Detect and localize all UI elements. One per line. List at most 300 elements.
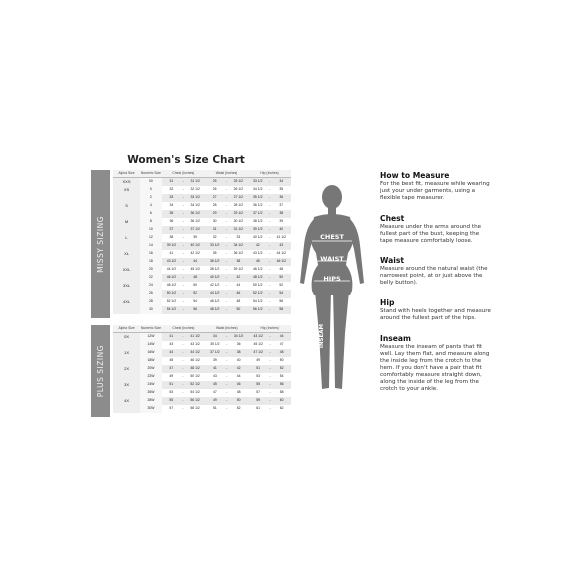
waist-max-cell: 36 xyxy=(229,341,249,349)
chest-min-cell: 41 xyxy=(162,333,181,341)
alpha-size-cell xyxy=(113,357,140,365)
hip-range-dash: - xyxy=(268,389,272,397)
waist-min-cell: 40 1/2 xyxy=(205,274,224,282)
hip-range-dash: - xyxy=(267,226,271,234)
guide-line: around the fullest part of the hips. xyxy=(380,315,477,321)
numeric-size-cell: 2 xyxy=(140,194,162,202)
waist-range-dash: - xyxy=(225,341,229,349)
table-row xyxy=(113,298,291,306)
alpha-size-cell: 4X xyxy=(113,397,140,405)
chest-max-cell: 48 xyxy=(185,274,205,282)
chest-min-cell: 39 1/2 xyxy=(162,242,182,250)
chest-min-cell: 44 xyxy=(162,349,181,357)
alpha-size-cell: 1X xyxy=(113,349,140,357)
table-header-row xyxy=(113,170,291,178)
waist-range-dash: - xyxy=(224,210,228,218)
waist-min-cell: 30 xyxy=(205,218,224,226)
hip-range-dash: - xyxy=(267,202,271,210)
hip-max-cell: 50 xyxy=(272,357,291,365)
waist-range-dash: - xyxy=(224,282,228,290)
hip-max-cell: 47 xyxy=(272,341,291,349)
alpha-size-cell: 2X xyxy=(113,365,140,373)
chest-range-dash: - xyxy=(181,405,185,413)
alpha-size-cell: XS xyxy=(113,186,140,194)
table-row xyxy=(113,341,291,349)
chest-min-cell: 53 xyxy=(162,389,181,397)
column-header: Alpha Size xyxy=(113,325,140,333)
waist-max-cell: 27 1/2 xyxy=(229,194,248,202)
chest-range-dash: - xyxy=(181,349,185,357)
table-row xyxy=(113,218,291,226)
chest-max-cell: 32 1/2 xyxy=(185,186,205,194)
table-row xyxy=(113,389,291,397)
numeric-size-cell: 4 xyxy=(140,202,162,210)
guide-line: flexible tape measurer. xyxy=(380,195,445,201)
guide-line: the inside leg from the crotch to the xyxy=(380,358,482,364)
chest-min-cell: 46 1/2 xyxy=(162,274,182,282)
hip-max-cell: 39 xyxy=(272,218,291,226)
hip-range-dash: - xyxy=(268,373,272,381)
alpha-size-cell: 4XL xyxy=(113,298,140,306)
chest-max-cell: 52 xyxy=(185,290,205,298)
hip-max-cell: 48 xyxy=(272,266,291,274)
numeric-size-cell: 24W xyxy=(140,381,162,389)
chest-min-cell: 41 xyxy=(162,250,182,258)
hip-min-cell: 45 xyxy=(248,258,267,266)
chest-min-cell: 37 xyxy=(162,226,182,234)
waist-range-dash: - xyxy=(225,365,229,373)
chest-max-cell: 34 1/2 xyxy=(185,202,205,210)
guide-section xyxy=(380,334,530,393)
alpha-size-cell xyxy=(113,341,140,349)
chest-range-dash: - xyxy=(181,365,185,373)
waist-label: WAIST xyxy=(320,255,344,263)
guide-description xyxy=(380,344,530,393)
chest-range-dash: - xyxy=(181,333,185,341)
chest-max-cell: 45 1/2 xyxy=(185,266,205,274)
hip-max-cell: 52 xyxy=(272,365,291,373)
waist-min-cell: 42 1/2 xyxy=(205,282,224,290)
chest-range-dash: - xyxy=(181,202,185,210)
guide-heading: Chest xyxy=(380,214,405,223)
table-row xyxy=(113,242,291,250)
chest-min-cell: 48 1/2 xyxy=(162,282,182,290)
table-row xyxy=(113,397,291,405)
waist-range-dash: - xyxy=(224,298,228,306)
chest-min-cell: 49 xyxy=(162,373,181,381)
hip-min-cell: 51 xyxy=(248,365,268,373)
table-row xyxy=(113,194,291,202)
waist-max-cell: 48 xyxy=(229,298,248,306)
column-header: Hip (Inches) xyxy=(248,170,291,178)
numeric-size-cell: 12W xyxy=(140,333,162,341)
waist-min-cell: 32 xyxy=(205,234,224,242)
hip-max-cell: 62 xyxy=(272,405,291,413)
waist-min-cell: 34 xyxy=(205,333,225,341)
waist-max-cell: 29 1/2 xyxy=(229,210,248,218)
guide-line: comfortably measure straight down, xyxy=(380,372,482,378)
hip-range-dash: - xyxy=(267,242,271,250)
waist-range-dash: - xyxy=(224,186,228,194)
numeric-size-cell: 00 xyxy=(140,178,162,186)
hip-min-cell: 52 1/2 xyxy=(248,290,267,298)
chest-min-cell: 33 xyxy=(162,194,182,202)
chest-max-cell: 52 1/2 xyxy=(185,381,205,389)
guide-line: just your under garments, using a xyxy=(380,188,476,194)
hip-min-cell: 46 1/2 xyxy=(248,266,267,274)
alpha-size-cell xyxy=(113,373,140,381)
guide-description xyxy=(380,224,530,245)
waist-range-dash: - xyxy=(224,258,228,266)
numeric-size-cell: 20W xyxy=(140,365,162,373)
hip-min-cell: 33 1/2 xyxy=(248,178,267,186)
table-row xyxy=(113,186,291,194)
waist-max-cell: 50 xyxy=(229,397,249,405)
hip-min-cell: 34 1/2 xyxy=(248,186,267,194)
alpha-size-cell: M xyxy=(113,218,140,226)
waist-max-cell: 44 xyxy=(229,282,248,290)
chest-range-dash: - xyxy=(181,282,185,290)
guide-description xyxy=(380,266,530,287)
chest-range-dash: - xyxy=(181,373,185,381)
chest-max-cell: 50 xyxy=(185,282,205,290)
hip-range-dash: - xyxy=(268,365,272,373)
waist-min-cell: 35 1/2 xyxy=(205,341,225,349)
column-header: Chest (Inches) xyxy=(162,325,205,333)
waist-min-cell: 39 xyxy=(205,357,225,365)
hip-range-dash: - xyxy=(268,357,272,365)
numeric-size-cell: 30W xyxy=(140,405,162,413)
hip-min-cell: 61 xyxy=(248,405,268,413)
hip-max-cell: 40 xyxy=(272,226,291,234)
numeric-size-cell: 24 xyxy=(140,282,162,290)
waist-range-dash: - xyxy=(224,194,228,202)
guide-heading: Inseam xyxy=(380,334,411,343)
silhouette-shapes xyxy=(300,185,364,389)
alpha-size-cell xyxy=(113,306,140,314)
table-row xyxy=(113,266,291,274)
waist-min-cell: 37 1/2 xyxy=(205,349,225,357)
alpha-size-cell: S xyxy=(113,202,140,210)
hip-min-cell: 35 1/2 xyxy=(248,194,267,202)
waist-max-cell: 30 1/2 xyxy=(229,218,248,226)
missy-size-table xyxy=(113,170,291,314)
guide-line: Measure the inseam of pants that fit xyxy=(380,344,483,350)
inseam-label: INSEAM xyxy=(319,323,325,349)
waist-max-cell: 50 xyxy=(229,306,248,314)
table-row xyxy=(113,405,291,413)
chest-label: CHEST xyxy=(320,233,344,241)
alpha-size-cell: L xyxy=(113,234,140,242)
hip-range-dash: - xyxy=(268,397,272,405)
hip-min-cell: 36 1/2 xyxy=(248,202,267,210)
waist-min-cell: 46 1/2 xyxy=(205,298,224,306)
hip-range-dash: - xyxy=(268,349,272,357)
waist-range-dash: - xyxy=(224,306,228,314)
table-row xyxy=(113,357,291,365)
chest-max-cell: 39 xyxy=(185,234,205,242)
column-header: Hip (Inches) xyxy=(248,325,291,333)
hip-range-dash: - xyxy=(267,274,271,282)
guide-section xyxy=(380,298,530,322)
numeric-size-cell: 18 xyxy=(140,258,162,266)
waist-range-dash: - xyxy=(224,218,228,226)
waist-max-cell: 33 xyxy=(229,234,248,242)
hip-min-cell: 50 1/2 xyxy=(248,282,267,290)
waist-range-dash: - xyxy=(224,234,228,242)
waist-min-cell: 28 xyxy=(205,202,224,210)
hip-min-cell: 43 1/2 xyxy=(248,250,267,258)
numeric-size-cell: 10 xyxy=(140,226,162,234)
waist-min-cell: 29 xyxy=(205,210,224,218)
hip-min-cell: 47 1/2 xyxy=(248,349,268,357)
guide-line: tape measure comfortably loose. xyxy=(380,238,473,244)
hip-range-dash: - xyxy=(267,250,271,258)
hip-min-cell: 40 1/2 xyxy=(248,234,267,242)
hip-min-cell: 53 xyxy=(248,373,268,381)
numeric-size-cell: 14 xyxy=(140,242,162,250)
waist-range-dash: - xyxy=(224,242,228,250)
chest-min-cell: 54 1/2 xyxy=(162,306,182,314)
guide-section xyxy=(380,214,530,245)
hips-label: HIPS xyxy=(323,275,341,283)
chest-max-cell: 33 1/2 xyxy=(185,194,205,202)
waist-min-cell: 49 xyxy=(205,397,225,405)
column-header: Chest (Inches) xyxy=(162,170,205,178)
chest-range-dash: - xyxy=(181,194,185,202)
numeric-size-cell: 28 xyxy=(140,298,162,306)
table-header-row xyxy=(113,325,291,333)
waist-max-cell: 44 xyxy=(229,373,249,381)
waist-min-cell: 41 xyxy=(205,365,225,373)
chest-range-dash: - xyxy=(181,298,185,306)
hip-range-dash: - xyxy=(267,306,271,314)
table-row xyxy=(113,381,291,389)
hip-range-dash: - xyxy=(267,186,271,194)
table-row xyxy=(113,365,291,373)
chest-max-cell: 43 1/2 xyxy=(185,341,205,349)
chest-range-dash: - xyxy=(181,274,185,282)
waist-min-cell: 38 1/2 xyxy=(205,266,224,274)
chest-min-cell: 36 xyxy=(162,218,182,226)
chest-range-dash: - xyxy=(181,250,185,258)
guide-section xyxy=(380,171,530,202)
hip-range-dash: - xyxy=(267,298,271,306)
hip-max-cell: 46 1/2 xyxy=(272,258,291,266)
chest-min-cell: 38 xyxy=(162,234,182,242)
chest-min-cell: 44 1/2 xyxy=(162,266,182,274)
hip-min-cell: 43 1/2 xyxy=(248,333,268,341)
waist-min-cell: 45 xyxy=(205,381,225,389)
numeric-size-cell: 22 xyxy=(140,274,162,282)
chest-range-dash: - xyxy=(181,210,185,218)
waist-max-cell: 25 1/2 xyxy=(229,178,248,186)
hip-max-cell: 54 xyxy=(272,373,291,381)
hip-min-cell: 42 xyxy=(248,242,267,250)
chest-max-cell: 44 xyxy=(185,258,205,266)
alpha-size-cell: XXS xyxy=(113,178,140,186)
chest-range-dash: - xyxy=(181,290,185,298)
hip-range-dash: - xyxy=(268,405,272,413)
waist-range-dash: - xyxy=(224,178,228,186)
chest-min-cell: 50 1/2 xyxy=(162,290,182,298)
numeric-size-cell: 14W xyxy=(140,341,162,349)
chest-min-cell: 52 1/2 xyxy=(162,298,182,306)
table-row xyxy=(113,210,291,218)
chest-min-cell: 47 xyxy=(162,365,181,373)
chest-range-dash: - xyxy=(181,226,185,234)
chest-max-cell: 37 1/2 xyxy=(185,226,205,234)
hip-min-cell: 37 1/2 xyxy=(248,210,267,218)
numeric-size-cell: 0 xyxy=(140,186,162,194)
chest-min-cell: 51 xyxy=(162,381,181,389)
numeric-size-cell: 18W xyxy=(140,357,162,365)
alpha-size-cell xyxy=(113,258,140,266)
plus-size-table xyxy=(113,325,291,413)
chest-max-cell: 50 1/2 xyxy=(185,373,205,381)
hip-range-dash: - xyxy=(267,266,271,274)
alpha-size-cell xyxy=(113,290,140,298)
chest-max-cell: 40 1/2 xyxy=(185,242,205,250)
column-header: Alpha Size xyxy=(113,170,140,178)
chest-range-dash: - xyxy=(181,341,185,349)
hip-max-cell: 43 xyxy=(272,242,291,250)
waist-max-cell: 38 xyxy=(229,258,248,266)
guide-line: hem. If you don't have a pair that fit xyxy=(380,365,482,371)
hip-range-dash: - xyxy=(267,194,271,202)
hip-min-cell: 39 1/2 xyxy=(248,226,267,234)
waist-max-cell: 34 1/2 xyxy=(229,242,248,250)
guide-line: crotch to your ankle. xyxy=(380,386,439,392)
hip-min-cell: 45 1/2 xyxy=(248,341,268,349)
waist-max-cell: 34 1/2 xyxy=(229,333,249,341)
table-row xyxy=(113,258,291,266)
waist-range-dash: - xyxy=(225,397,229,405)
hip-max-cell: 60 xyxy=(272,397,291,405)
waist-range-dash: - xyxy=(224,226,228,234)
chest-min-cell: 31 xyxy=(162,178,182,186)
waist-min-cell: 27 xyxy=(205,194,224,202)
guide-line: Measure under the arms around the xyxy=(380,224,482,230)
alpha-size-cell xyxy=(113,274,140,282)
chest-range-dash: - xyxy=(181,258,185,266)
waist-max-cell: 42 xyxy=(229,274,248,282)
hip-max-cell: 48 xyxy=(272,349,291,357)
alpha-size-cell: 3X xyxy=(113,381,140,389)
chest-max-cell: 54 1/2 xyxy=(185,389,205,397)
waist-min-cell: 36 1/2 xyxy=(205,258,224,266)
waist-min-cell: 43 xyxy=(205,373,225,381)
waist-max-cell: 26 1/2 xyxy=(229,186,248,194)
numeric-size-cell: 26 xyxy=(140,290,162,298)
chest-range-dash: - xyxy=(181,397,185,405)
chest-range-dash: - xyxy=(181,234,185,242)
chest-range-dash: - xyxy=(181,178,185,186)
numeric-size-cell: 12 xyxy=(140,234,162,242)
hip-max-cell: 41 1/2 xyxy=(272,234,291,242)
alpha-size-cell xyxy=(113,405,140,413)
column-header: Waist (Inches) xyxy=(205,170,248,178)
guide-line: well. Lay them flat, and measure along xyxy=(380,351,490,357)
chest-min-cell: 32 xyxy=(162,186,182,194)
hip-max-cell: 56 xyxy=(272,381,291,389)
chest-max-cell: 44 1/2 xyxy=(185,349,205,357)
hip-min-cell: 57 xyxy=(248,389,268,397)
chest-max-cell: 56 1/2 xyxy=(185,397,205,405)
waist-min-cell: 31 xyxy=(205,226,224,234)
guide-heading: Hip xyxy=(380,298,395,307)
hip-min-cell: 55 xyxy=(248,381,268,389)
hip-min-cell: 49 xyxy=(248,357,268,365)
hip-min-cell: 54 1/2 xyxy=(248,298,267,306)
numeric-size-cell: 16W xyxy=(140,349,162,357)
chest-max-cell: 46 1/2 xyxy=(185,357,205,365)
table-row xyxy=(113,274,291,282)
chest-range-dash: - xyxy=(181,357,185,365)
waist-range-dash: - xyxy=(225,333,229,341)
chest-range-dash: - xyxy=(181,218,185,226)
hip-range-dash: - xyxy=(267,290,271,298)
hip-max-cell: 44 1/2 xyxy=(272,250,291,258)
hip-range-dash: - xyxy=(267,218,271,226)
hip-max-cell: 35 xyxy=(272,186,291,194)
chest-max-cell: 48 1/2 xyxy=(185,365,205,373)
hip-range-dash: - xyxy=(268,333,272,341)
chest-max-cell: 36 1/2 xyxy=(185,210,205,218)
waist-min-cell: 35 xyxy=(205,250,224,258)
chest-range-dash: - xyxy=(181,266,185,274)
alpha-size-cell xyxy=(113,194,140,202)
table-row xyxy=(113,282,291,290)
chest-max-cell: 54 xyxy=(185,298,205,306)
waist-range-dash: - xyxy=(225,389,229,397)
waist-max-cell: 28 1/2 xyxy=(229,202,248,210)
alpha-size-cell: 0X xyxy=(113,333,140,341)
chest-max-cell: 42 1/2 xyxy=(185,250,205,258)
guide-section xyxy=(380,256,530,287)
chest-min-cell: 34 xyxy=(162,202,182,210)
guide-heading: How to Measure xyxy=(380,171,450,180)
alpha-size-cell xyxy=(113,226,140,234)
hip-range-dash: - xyxy=(268,341,272,349)
body-measurement-figure xyxy=(292,183,372,408)
waist-max-cell: 40 xyxy=(229,357,249,365)
chest-max-cell: 31 1/2 xyxy=(185,178,205,186)
chest-range-dash: - xyxy=(181,306,185,314)
hip-max-cell: 56 xyxy=(272,298,291,306)
chest-min-cell: 43 xyxy=(162,341,181,349)
chest-min-cell: 57 xyxy=(162,405,181,413)
chest-range-dash: - xyxy=(181,381,185,389)
waist-range-dash: - xyxy=(225,373,229,381)
body-silhouette-icon xyxy=(292,183,372,408)
hip-range-dash: - xyxy=(267,178,271,186)
hip-min-cell: 48 1/2 xyxy=(248,274,267,282)
chest-range-dash: - xyxy=(181,389,185,397)
waist-max-cell: 38 xyxy=(229,349,249,357)
waist-range-dash: - xyxy=(224,202,228,210)
hip-max-cell: 58 xyxy=(272,389,291,397)
hip-max-cell: 54 xyxy=(272,290,291,298)
chest-max-cell: 36 1/2 xyxy=(185,218,205,226)
table-row xyxy=(113,226,291,234)
hip-min-cell: 59 xyxy=(248,397,268,405)
chest-range-dash: - xyxy=(181,242,185,250)
chest-min-cell: 35 xyxy=(162,210,182,218)
alpha-size-cell xyxy=(113,242,140,250)
waist-max-cell: 39 1/2 xyxy=(229,266,248,274)
numeric-size-cell: 8 xyxy=(140,218,162,226)
